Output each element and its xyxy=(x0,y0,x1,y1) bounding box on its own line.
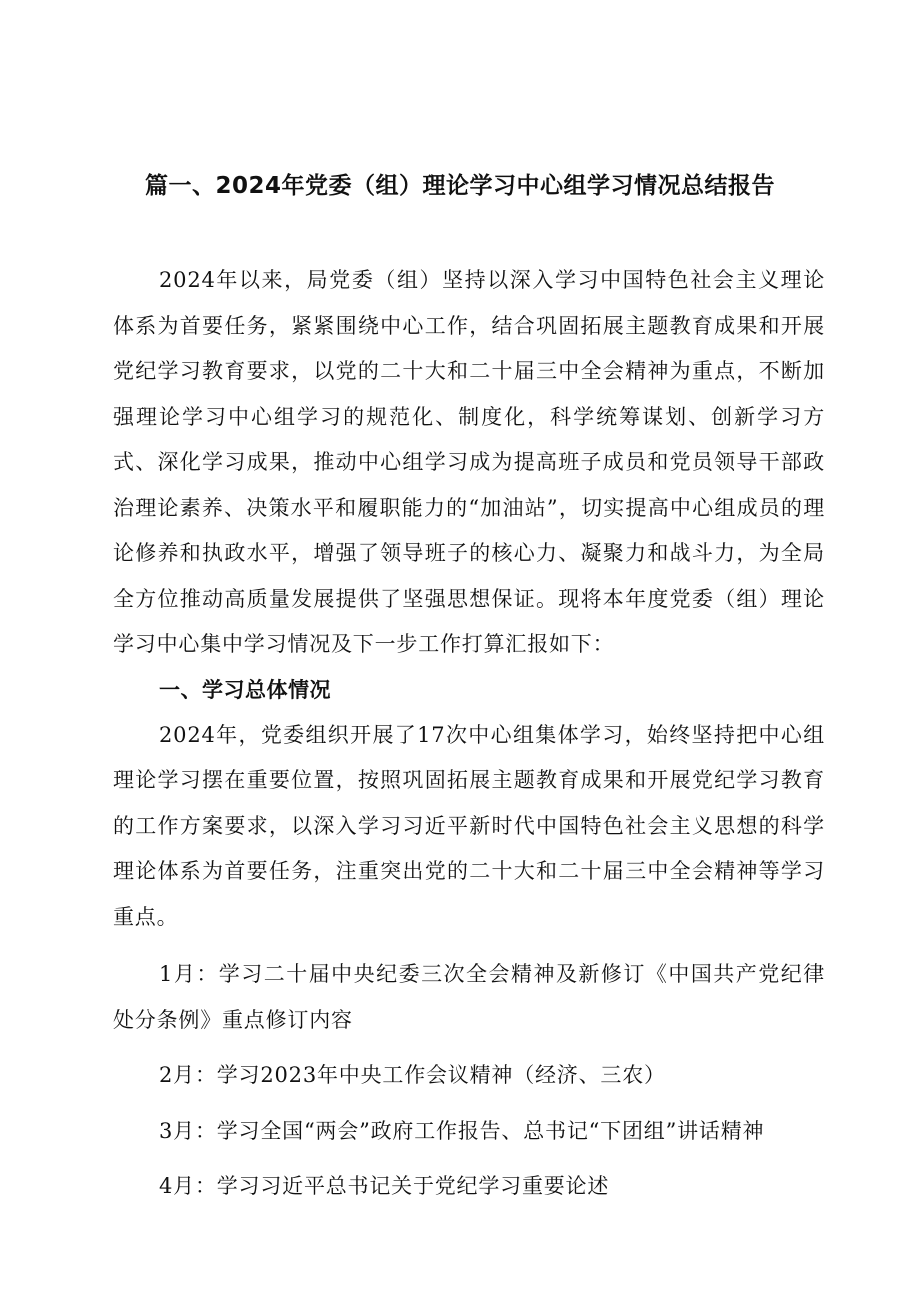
section-heading: 一、学习总体情况 xyxy=(159,677,331,702)
month-item-1: 1月：学习二十届中央纪委三次全会精神及新修订《中国共产党纪律处分条例》重点修订内容 xyxy=(113,962,825,1032)
document-body xyxy=(113,258,825,1210)
month-item-3: 3月：学习全国“两会”政府工作报告、总书记“下团组”讲话精神 xyxy=(159,1118,765,1143)
section-paragraph: 2024年，党委组织开展了17次中心组集体学习，始终坚持把中心组理论学习摆在重要位置，按照巩固拓展主题教育成果和开展党纪学习教育的工作方案要求，以深入学习习近平新时代中国特色社会主义思想的科学理论体系为首要任务，注重突出党的二十大和二十届三中全会精神等学习重点。 xyxy=(113,722,825,929)
month-item-2: 2月：学习2023年中央工作会议精神（经济、三农） xyxy=(159,1063,666,1087)
month-item-4: 4月：学习习近平总书记关于党纪学习重要论述 xyxy=(159,1174,610,1198)
intro-paragraph: 2024年以来，局党委（组）坚持以深入学习中国特色社会主义理论体系为首要任务，紧紧围绕中心工作，结合巩固拓展主题教育成果和开展党纪学习教育要求，以党的二十大和二十届三中全会精神为重点，不断加强理论学习中心组学习的规范化、制度化，科学统筹谋划、创新学习方式、深化学习成果，推动中心组学习成为提高班子成员和党员领导干部政治理论素养、决策水平和履职能力的“加油站”，切实提高中心组成员的理论修养和执政水平，增强了领导班子的核心力、凝聚力和战斗力，为全局全方位推动高质量发展提供了坚强思想保证。现将本年度党委（组）理论学习中心集中学习情况及下一步工作打算汇报如下： xyxy=(113,268,825,656)
document-title: 篇一、2024年党委（组）理论学习中心组学习情况总结报告 xyxy=(144,173,775,199)
